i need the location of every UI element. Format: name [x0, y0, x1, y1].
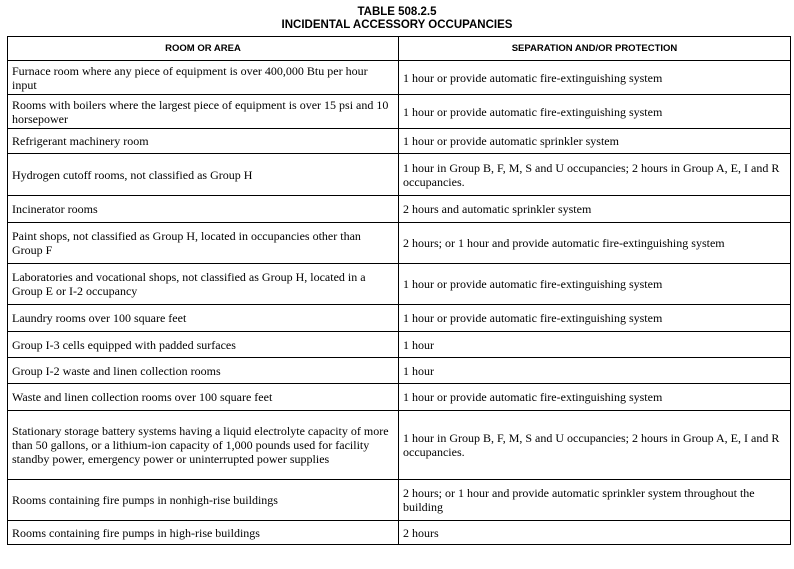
separation-protection-cell: 1 hour in Group B, F, M, S and U occupancies; 2 hours in Group A, E, I and R occupancies.: [399, 154, 791, 196]
header-row: [8, 37, 791, 61]
room-or-area-cell: Furnace room where any piece of equipment is over 400,000 Btu per hour input: [8, 61, 399, 95]
separation-protection-cell: 1 hour: [399, 332, 791, 358]
table-row: [8, 61, 791, 95]
room-or-area-cell: Hydrogen cutoff rooms, not classified as Group H: [8, 154, 399, 196]
table-row: [8, 95, 791, 129]
table-row: [8, 305, 791, 332]
table-row: [8, 223, 791, 264]
separation-protection-cell: 1 hour or provide automatic fire-extinguishing system: [399, 264, 791, 305]
column-header-separation-protection: SEPARATION AND/OR PROTECTION: [399, 37, 791, 61]
table-row: [8, 358, 791, 384]
separation-protection-cell: 1 hour or provide automatic fire-extinguishing system: [399, 305, 791, 332]
separation-protection-cell: 2 hours and automatic sprinkler system: [399, 196, 791, 223]
separation-protection-cell: 1 hour or provide automatic fire-extinguishing system: [399, 61, 791, 95]
table-row: [8, 196, 791, 223]
separation-protection-cell: 1 hour or provide automatic fire-extinguishing system: [399, 384, 791, 411]
separation-protection-cell: 2 hours; or 1 hour and provide automatic fire-extinguishing system: [399, 223, 791, 264]
room-or-area-cell: Paint shops, not classified as Group H, located in occupancies other than Group F: [8, 223, 399, 264]
occupancies-table: [7, 36, 791, 545]
separation-protection-cell: 1 hour or provide automatic sprinkler system: [399, 129, 791, 154]
room-or-area-cell: Stationary storage battery systems having a liquid electrolyte capacity of more than 50 gallons, or a lithium-ion capacity of 1,000 pounds used for facility standby power, emergency power or uninterrupted power supplies: [8, 411, 399, 480]
room-or-area-cell: Group I-2 waste and linen collection rooms: [8, 358, 399, 384]
room-or-area-cell: Rooms containing fire pumps in nonhigh-rise buildings: [8, 480, 399, 521]
room-or-area-cell: Group I-3 cells equipped with padded surfaces: [8, 332, 399, 358]
table-body: [8, 61, 791, 545]
room-or-area-cell: Refrigerant machinery room: [8, 129, 399, 154]
table-row: [8, 411, 791, 480]
room-or-area-cell: Laundry rooms over 100 square feet: [8, 305, 399, 332]
table-title: INCIDENTAL ACCESSORY OCCUPANCIES: [281, 19, 513, 31]
room-or-area-cell: Rooms containing fire pumps in high-rise buildings: [8, 521, 399, 545]
separation-protection-cell: 2 hours; or 1 hour and provide automatic sprinkler system throughout the building: [399, 480, 791, 521]
table-caption: [0, 6, 794, 32]
table-row: [8, 129, 791, 154]
separation-protection-cell: 1 hour in Group B, F, M, S and U occupancies; 2 hours in Group A, E, I and R occupancies.: [399, 411, 791, 480]
room-or-area-cell: Laboratories and vocational shops, not classified as Group H, located in a Group E or I-2 occupancy: [8, 264, 399, 305]
table-row: [8, 154, 791, 196]
table-row: [8, 384, 791, 411]
room-or-area-cell: Rooms with boilers where the largest piece of equipment is over 15 psi and 10 horsepower: [8, 95, 399, 129]
separation-protection-cell: 2 hours: [399, 521, 791, 545]
table-row: [8, 332, 791, 358]
table-number: TABLE 508.2.5: [357, 6, 437, 18]
column-header-room-or-area: ROOM OR AREA: [8, 37, 399, 61]
table-row: [8, 480, 791, 521]
room-or-area-cell: Incinerator rooms: [8, 196, 399, 223]
separation-protection-cell: 1 hour: [399, 358, 791, 384]
room-or-area-cell: Waste and linen collection rooms over 100 square feet: [8, 384, 399, 411]
table-row: [8, 264, 791, 305]
separation-protection-cell: 1 hour or provide automatic fire-extinguishing system: [399, 95, 791, 129]
table-row: [8, 521, 791, 545]
